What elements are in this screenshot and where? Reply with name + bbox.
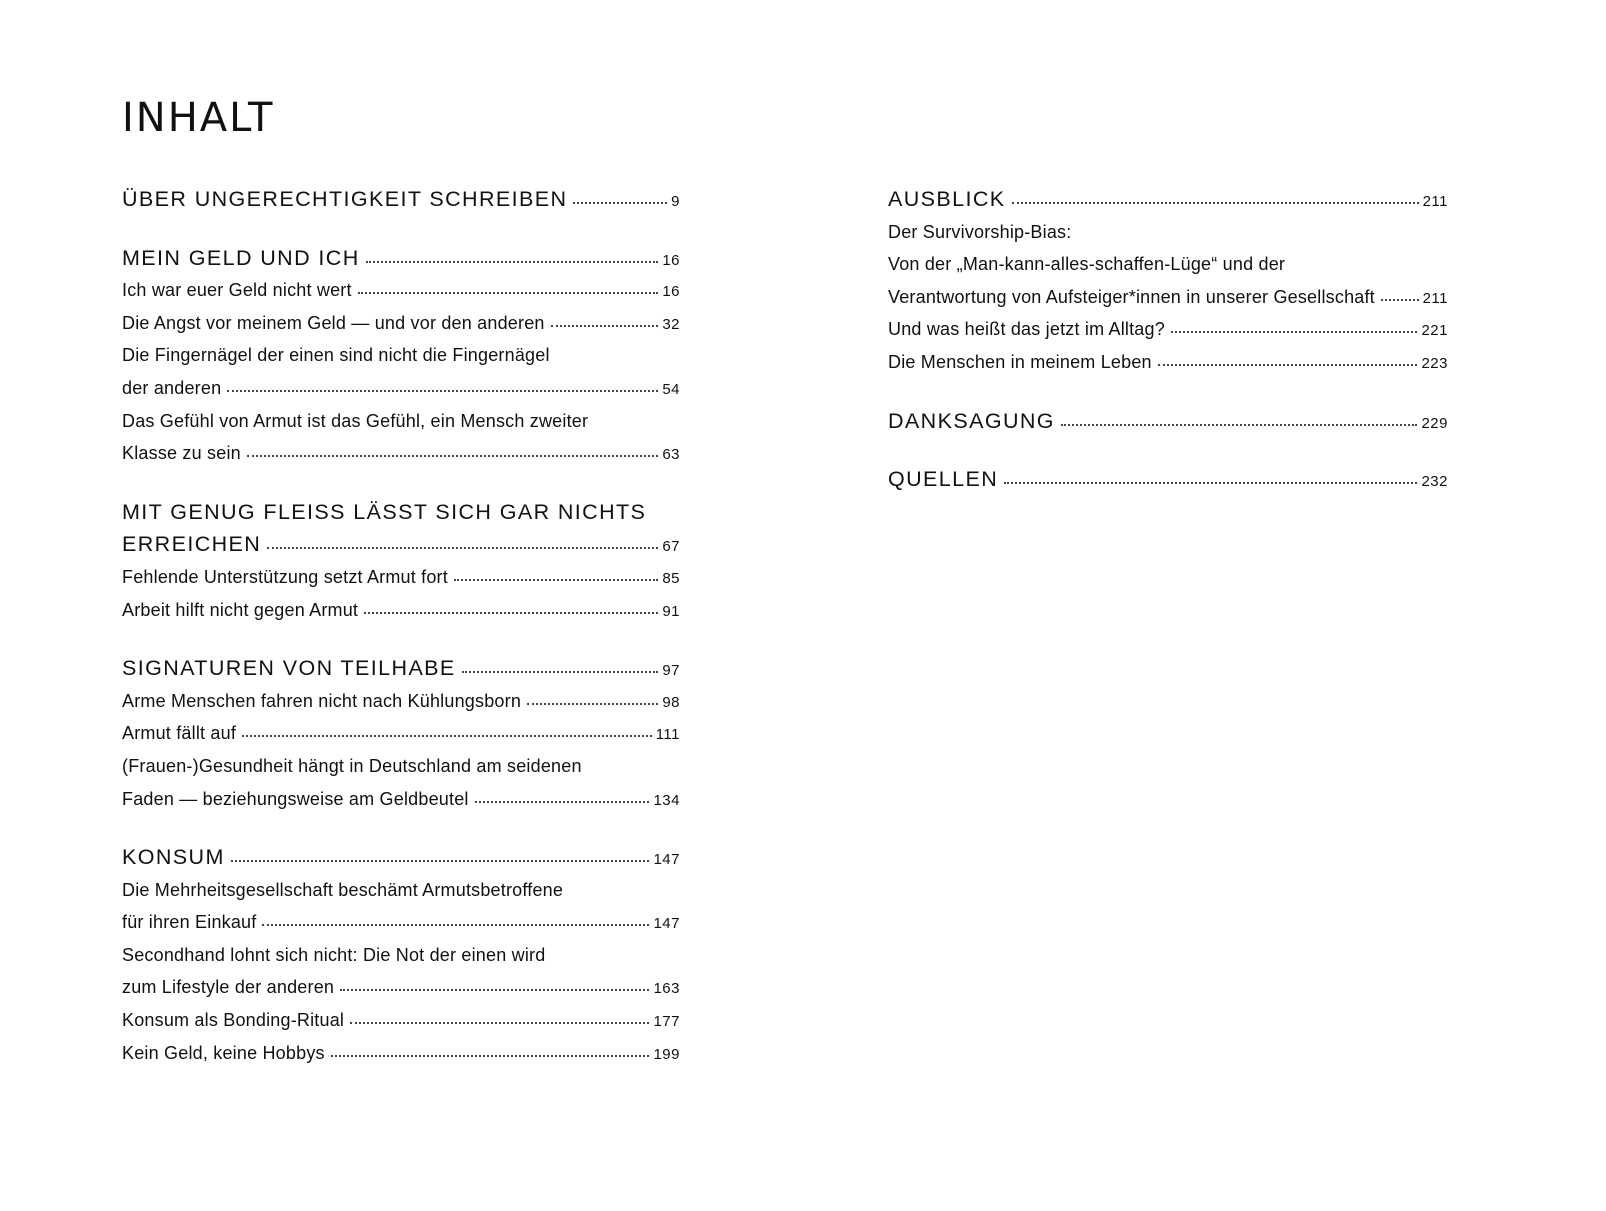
entry-label: der anderen <box>122 377 222 398</box>
chapter-line[interactable] <box>122 841 680 874</box>
chapter-line[interactable] <box>122 528 680 561</box>
entry-label: Verantwortung von Aufsteiger*innen in unserer Gesellschaft <box>888 286 1375 307</box>
page-number: 16 <box>662 251 680 269</box>
entry-line[interactable] <box>122 339 680 372</box>
toc-entry[interactable] <box>122 339 680 404</box>
entry-line[interactable] <box>122 594 680 627</box>
dot-leader <box>527 702 658 705</box>
entry-line[interactable] <box>888 216 1448 249</box>
dot-leader <box>331 1054 650 1057</box>
dot-leader <box>573 201 667 204</box>
dot-leader <box>242 734 652 737</box>
dot-leader <box>227 389 658 392</box>
entry-line[interactable] <box>122 561 680 594</box>
entry-line[interactable] <box>122 750 680 783</box>
chapter-label: MIT GENUG FLEISS LÄSST SICH GAR NICHTS <box>122 499 647 524</box>
page-number: 32 <box>662 315 680 333</box>
page-number: 221 <box>1421 322 1448 340</box>
page-number: 9 <box>671 193 680 210</box>
toc-chapter <box>888 463 1448 496</box>
chapter-label: DANKSAGUNG <box>888 408 1055 433</box>
dot-leader <box>1171 330 1418 333</box>
entry-label: (Frauen-)Gesundheit hängt in Deutschland am seidenen <box>122 755 582 776</box>
dot-leader <box>551 324 659 327</box>
entry-line[interactable] <box>888 346 1448 379</box>
toc-entry[interactable] <box>122 1004 680 1037</box>
page-number: 147 <box>653 915 680 933</box>
entry-label: Arme Menschen fahren nicht nach Kühlungsborn <box>122 690 522 711</box>
chapter-label: QUELLEN <box>888 467 999 492</box>
dot-leader <box>247 454 658 457</box>
entry-label: Die Angst vor meinem Geld — und vor den anderen <box>122 312 545 333</box>
entry-line[interactable] <box>122 372 680 405</box>
entry-label: für ihren Einkauf <box>122 912 257 933</box>
toc-entry[interactable] <box>888 216 1448 314</box>
chapter-heading[interactable] <box>888 183 1448 216</box>
toc-entry[interactable] <box>888 313 1448 346</box>
dot-leader <box>262 923 649 926</box>
page-number: 229 <box>1421 414 1448 432</box>
dot-leader <box>231 859 650 862</box>
entry-label: zum Lifestyle der anderen <box>122 977 335 998</box>
page-number: 177 <box>653 1013 680 1031</box>
entry-label: Armut fällt auf <box>122 723 237 744</box>
entry-line[interactable] <box>122 906 680 939</box>
page-title: INHALT <box>122 95 275 141</box>
entry-line[interactable] <box>122 971 680 1004</box>
dot-leader <box>1012 201 1419 204</box>
chapter-line[interactable] <box>122 496 680 529</box>
chapter-line[interactable] <box>122 652 680 685</box>
entry-label: Und was heißt das jetzt im Alltag? <box>888 319 1165 340</box>
toc-entry[interactable] <box>122 750 680 815</box>
dot-leader <box>1061 423 1418 426</box>
dot-leader <box>267 546 658 549</box>
page-number: 211 <box>1422 193 1448 210</box>
entry-line[interactable] <box>888 313 1448 346</box>
dot-leader <box>350 1021 649 1024</box>
toc-chapter <box>122 652 680 815</box>
toc-chapter <box>122 242 680 470</box>
entry-line[interactable] <box>888 248 1448 281</box>
chapter-line[interactable] <box>122 183 680 216</box>
dot-leader <box>364 611 658 614</box>
page-number: 16 <box>662 283 680 301</box>
toc-entry[interactable] <box>122 274 680 307</box>
entry-line[interactable] <box>122 307 680 340</box>
dot-leader <box>1004 481 1417 484</box>
chapter-heading[interactable] <box>122 652 680 685</box>
dot-leader <box>340 988 649 991</box>
toc-entry[interactable] <box>122 405 680 470</box>
chapter-heading[interactable] <box>122 242 680 275</box>
toc-entry[interactable] <box>122 685 680 718</box>
dot-leader <box>1381 298 1419 301</box>
toc-entry[interactable] <box>122 717 680 750</box>
dot-leader <box>475 800 650 803</box>
toc-chapter <box>888 405 1448 438</box>
entry-label: Von der „Man-kann-alles-schaffen-Lüge“ und der <box>888 254 1286 275</box>
dot-leader <box>366 260 659 263</box>
toc-entry[interactable] <box>122 594 680 627</box>
toc-chapter <box>888 183 1448 379</box>
dot-leader <box>1158 363 1418 366</box>
entry-line[interactable] <box>888 281 1448 314</box>
page-number: 134 <box>653 791 680 809</box>
dot-leader <box>358 291 659 294</box>
entry-label: Fehlende Unterstützung setzt Armut fort <box>122 566 448 587</box>
chapter-line[interactable] <box>122 242 680 275</box>
entry-label: Kein Geld, keine Hobbys <box>122 1042 325 1063</box>
entry-line[interactable] <box>122 437 680 470</box>
chapter-label: KONSUM <box>122 845 225 870</box>
dot-leader <box>454 578 658 581</box>
chapter-line[interactable] <box>888 183 1448 216</box>
entry-label: Secondhand lohnt sich nicht: Die Not der einen wird <box>122 944 546 965</box>
page-number: 97 <box>662 662 680 680</box>
entry-line[interactable] <box>122 874 680 907</box>
page-number: 147 <box>653 851 680 869</box>
chapter-line[interactable] <box>888 463 1448 496</box>
chapter-label: ERREICHEN <box>122 532 262 557</box>
chapter-heading[interactable] <box>888 405 1448 438</box>
dot-leader <box>462 670 659 673</box>
entry-label: Klasse zu sein <box>122 443 241 464</box>
entry-label: Der Survivorship-Bias: <box>888 221 1072 242</box>
entry-line[interactable] <box>122 783 680 816</box>
chapter-heading[interactable] <box>122 183 680 216</box>
entry-label: Die Mehrheitsgesellschaft beschämt Armutsbetroffene <box>122 879 564 900</box>
page-number: 232 <box>1421 473 1448 491</box>
entry-line[interactable] <box>122 685 680 718</box>
page-number: 85 <box>662 569 680 587</box>
entry-label: Die Fingernägel der einen sind nicht die Fingernägel <box>122 345 550 366</box>
toc-entry[interactable] <box>888 346 1448 379</box>
entry-label: Arbeit hilft nicht gegen Armut <box>122 599 359 620</box>
page-number: 63 <box>662 446 680 464</box>
entry-label: Konsum als Bonding-Ritual <box>122 1010 345 1031</box>
chapter-heading[interactable] <box>888 463 1448 496</box>
page-number: 54 <box>662 380 680 398</box>
toc-entry[interactable] <box>122 1037 680 1070</box>
page-number: 98 <box>662 693 680 711</box>
entry-label: Das Gefühl von Armut ist das Gefühl, ein Mensch zweiter <box>122 410 589 431</box>
entry-line[interactable] <box>122 1004 680 1037</box>
entry-label: Faden — beziehungsweise am Geldbeutel <box>122 788 469 809</box>
entry-line[interactable] <box>122 405 680 438</box>
chapter-label: MEIN GELD UND ICH <box>122 245 360 270</box>
chapter-heading[interactable] <box>122 841 680 874</box>
entry-line[interactable] <box>122 1037 680 1070</box>
toc-chapter <box>122 841 680 1069</box>
toc-right-column <box>888 183 1448 522</box>
toc-entry[interactable] <box>122 939 680 1004</box>
chapter-label: ÜBER UNGERECHTIGKEIT SCHREIBEN <box>122 187 568 211</box>
page-number: 67 <box>662 538 680 556</box>
page-number: 223 <box>1421 354 1448 372</box>
entry-line[interactable] <box>122 274 680 307</box>
toc-entry[interactable] <box>122 874 680 939</box>
toc-left-column <box>122 183 680 1095</box>
chapter-label: SIGNATUREN VON TEILHABE <box>122 656 456 681</box>
page-number: 211 <box>1422 289 1448 307</box>
toc-entry[interactable] <box>122 307 680 340</box>
page-number: 91 <box>662 602 680 620</box>
entry-line[interactable] <box>122 717 680 750</box>
page-number: 199 <box>653 1045 680 1063</box>
toc-entry[interactable] <box>122 561 680 594</box>
page-number: 163 <box>653 980 680 998</box>
toc-chapter <box>122 496 680 626</box>
chapter-heading[interactable] <box>122 496 680 561</box>
entry-label: Die Menschen in meinem Leben <box>888 351 1152 372</box>
chapter-label: AUSBLICK <box>888 187 1006 211</box>
chapter-line[interactable] <box>888 405 1448 438</box>
toc-chapter <box>122 183 680 216</box>
page-number: 111 <box>655 726 680 744</box>
entry-line[interactable] <box>122 939 680 972</box>
entry-label: Ich war euer Geld nicht wert <box>122 280 352 301</box>
